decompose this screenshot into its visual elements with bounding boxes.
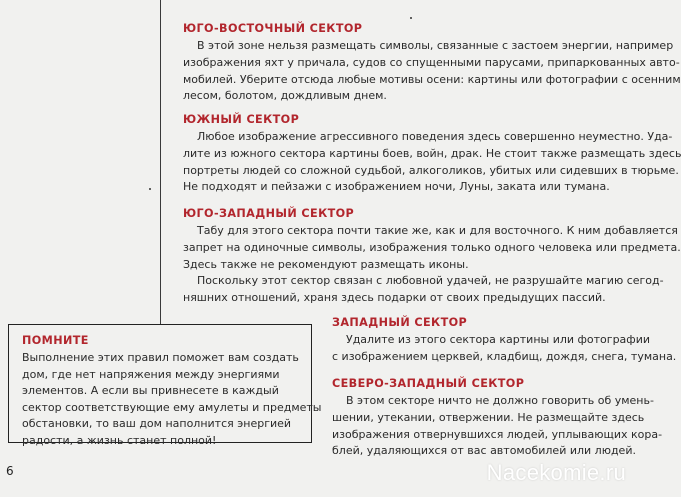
- section-west: [332, 316, 676, 366]
- paragraph-line: Не подходят и пейзажи с изображением ночи, Луны, заката или тумана.: [183, 180, 610, 194]
- reminder-line: элементов. А если вы привнесете в каждый: [22, 384, 279, 398]
- paragraph-line: с изображением церквей, кладбищ, дождя, снега, тумана.: [332, 349, 677, 363]
- paragraph-line: няшних отношений, храня здесь подарки от своих предыдущих пассий.: [183, 291, 606, 305]
- print-dot: [410, 17, 412, 19]
- section-heading: СЕВЕРО-ЗАПАДНЫЙ СЕКТОР: [332, 377, 525, 390]
- paragraph-line: портреты людей со сложной судьбой, алкоголиков, убитых или сидевших в тюрьме.: [183, 163, 679, 177]
- paragraph-line: Здесь также не рекомендуют размещать иконы.: [183, 257, 469, 271]
- reminder-line: сектор соответствующие ему амулеты и предметы: [22, 400, 322, 414]
- section-south-east: [183, 22, 681, 105]
- paragraph-line: изображения отвернувшихся людей, уплывающих кора-: [332, 427, 663, 441]
- paragraph-line: шении, утекании, отвержении. Не размещайте здесь: [332, 410, 645, 424]
- section-south-west: [183, 207, 681, 307]
- reminder-text: [22, 350, 322, 450]
- section-south: [183, 113, 681, 196]
- page-number: 6: [6, 464, 14, 478]
- print-dot: [149, 188, 151, 190]
- paragraph-line: В этой зоне нельзя размещать символы, связанные с застоем энергии, например: [197, 39, 674, 52]
- paragraph-line: запрет на одиночные символы, изображения только одного человека или предмета.: [183, 240, 681, 254]
- paragraph-line: Любое изображение агрессивного поведения здесь совершенно неуместно. Уда-: [197, 130, 673, 143]
- paragraph-line: лесом, болотом, дождливым днем.: [183, 89, 387, 103]
- section-heading: ЮГО-ВОСТОЧНЫЙ СЕКТОР: [183, 22, 363, 35]
- paragraph-line: изображения яхт у причала, судов со спущенными парусами, припаркованных авто-: [183, 55, 680, 69]
- paragraph-line: Поскольку этот сектор связан с любовной удачей, не разрушайте магию сегод-: [197, 274, 664, 288]
- paragraph-line: В этом секторе ничто не должно говорить об умень-: [346, 394, 654, 407]
- reminder-heading: ПОМНИТЕ: [22, 334, 89, 347]
- paragraph-line: блей, удаляющихся от вас автомобилей или людей.: [332, 444, 636, 458]
- paragraph-line: Удалите из этого сектора картины или фотографии: [346, 333, 650, 346]
- column-divider-line: [160, 0, 161, 325]
- reminder-line: дом, где нет напряжения между энергиями: [22, 367, 280, 381]
- site-watermark: Nacekomie.ru: [486, 460, 626, 485]
- section-heading: ЮГО-ЗАПАДНЫЙ СЕКТОР: [183, 207, 355, 220]
- reminder-line: Выполнение этих правил поможет вам создать: [22, 351, 299, 364]
- reminder-box: [8, 324, 322, 447]
- reminder-line: радости, а жизнь станет полной!: [22, 433, 217, 447]
- section-heading: ЗАПАДНЫЙ СЕКТОР: [332, 316, 468, 329]
- paragraph-line: лите из южного сектора картины боев, войн, драк. Не стоит также размещать здесь: [183, 146, 681, 160]
- paragraph-line: Табу для этого сектора почти такие же, как и для восточного. К ним добавляется: [197, 224, 678, 237]
- section-heading: ЮЖНЫЙ СЕКТОР: [183, 113, 300, 126]
- reminder-line: обстановки, то ваш дом наполнится энергией: [22, 417, 292, 431]
- paragraph-line: мобилей. Уберите отсюда любые мотивы осени: картины или фотографии с осенним: [183, 72, 681, 86]
- section-north-west: [332, 377, 662, 460]
